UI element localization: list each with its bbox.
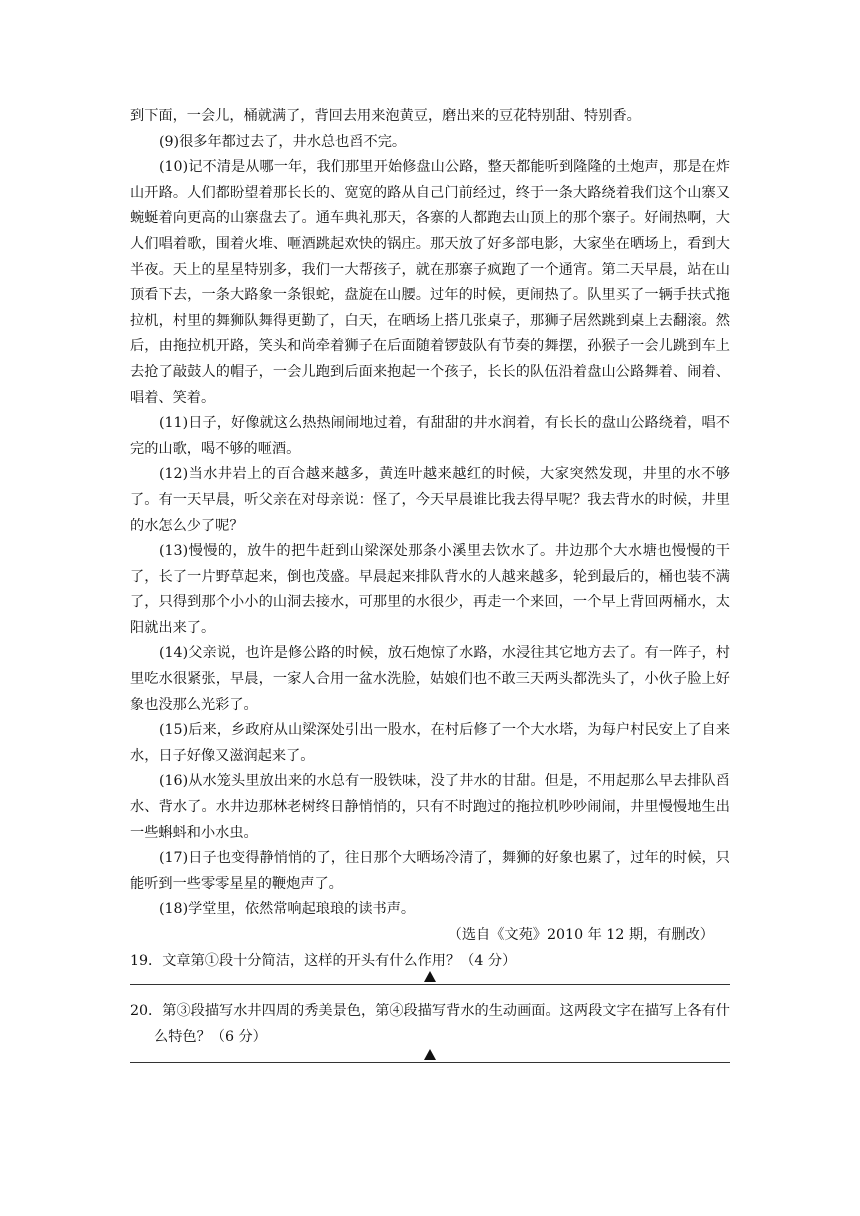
question-20: 20．第③段描写水井四周的秀美景色，第④段描写背水的生动画面。这两段文字在描写上各有什么特色？（6 分） [130,1003,730,1045]
paragraph-9: (9)很多年都过去了，井水总也舀不完。 [159,133,407,150]
paragraph-18: (18)学堂里，依然常响起琅琅的读书声。 [159,901,416,918]
answer-marker-triangle-icon [424,971,436,982]
paragraph-11: (11)日子，好像就这么热热闹闹地过着，有甜甜的井水润着，有长长的盘山公路绕着，唱不完的山歌，喝不够的咂酒。 [130,415,730,457]
source-citation: （选自《文苑》2010 年 12 期，有删改） [447,927,714,943]
reading-passage [130,104,730,1063]
paragraph-12: (12)当水井岩上的百合越来越多，黄连叶越来越红的时候，大家突然发现，井里的水不够了。有一天早晨，听父亲在对母亲说：怪了，今天早晨谁比我去得早呢？我去背水的时候，井里的水怎么少了呢？ [130,466,730,534]
answer-line-20[interactable] [130,1046,730,1063]
paragraph-15: (15)后来，乡政府从山梁深处引出一股水，在村后修了一个大水塔，为每户村民安上了自来水，日子好像又滋润起来了。 [130,722,730,764]
paragraph-8-tail: 到下面，一会儿，桶就满了，背回去用来泡黄豆，磨出来的豆花特别甜、特别香。 [130,108,641,124]
paragraph-17: (17)日子也变得静悄悄的了，往日那个大晒场冷清了，舞狮的好象也累了，过年的时候，只能听到一些零零星星的鞭炮声了。 [130,850,730,892]
paragraph-13: (13)慢慢的，放牛的把牛赶到山梁深处那条小溪里去饮水了。井边那个大水塘也慢慢的干了，长了一片野草起来，倒也茂盛。早晨起来排队背水的人越来越多，轮到最后的，桶也装不满了，只得到那个小小的山洞去接水，可那里的水很少，再走一个来回，一个早上背回两桶水，太阳就出来了。 [130,543,730,636]
answer-marker-triangle-icon [424,1049,436,1060]
question-19: 19．文章第①段十分简洁，这样的开头有什么作用？（4 分） [130,952,517,969]
paragraph-10: (10)记不清是从哪一年，我们那里开始修盘山公路，整天都能听到隆隆的土炮声，那是在炸山开路。人们都盼望着那长长的、宽宽的路从自己门前经过，终于一条大路绕着我们这个山寨又蜿蜒着向更高的山寨盘去了。通车典礼那天，各寨的人都跑去山顶上的那个寨子。好闹热啊，大人们唱着歌，围着火堆、咂酒跳起欢快的锅庄。那天放了好多部电影，大家坐在晒场上，看到大半夜。天上的星星特别多，我们一大帮孩子，就在那寨子疯跑了一个通宵。第二天早晨，站在山顶看下去，一条大路象一条银蛇，盘旋在山腰。过年的时候，更闹热了。队里买了一辆手扶式拖拉机，村里的舞狮队舞得更勤了，白天，在晒场上搭几张桌子，那狮子居然跳到桌上去翻滚。然后，由拖拉机开路，笑头和尚牵着狮子在后面随着锣鼓队有节奏的舞摆，孙猴子一会儿跳到车上去抢了敲鼓人的帽子，一会儿跑到后面来抱起一个孩子，长长的队伍沿着盘山公路舞着、闹着、唱着、笑着。 [130,159,730,406]
answer-line-19[interactable] [130,968,730,985]
paragraph-16: (16)从水笼头里放出来的水总有一股铁味，没了井水的甘甜。但是，不用起那么早去排队舀水、背水了。水井边那林老树终日静悄悄的，只有不时跑过的拖拉机吵吵闹闹，井里慢慢地生出一些蝌蚪和小水虫。 [130,773,730,841]
paragraph-14: (14)父亲说，也许是修公路的时候，放石炮惊了水路，水浸往其它地方去了。有一阵子，村里吃水很紧张，早晨，一家人合用一盆水洗脸，姑娘们也不敢三天两头都洗头了，小伙子脸上好象也没那么光彩了。 [130,645,730,713]
